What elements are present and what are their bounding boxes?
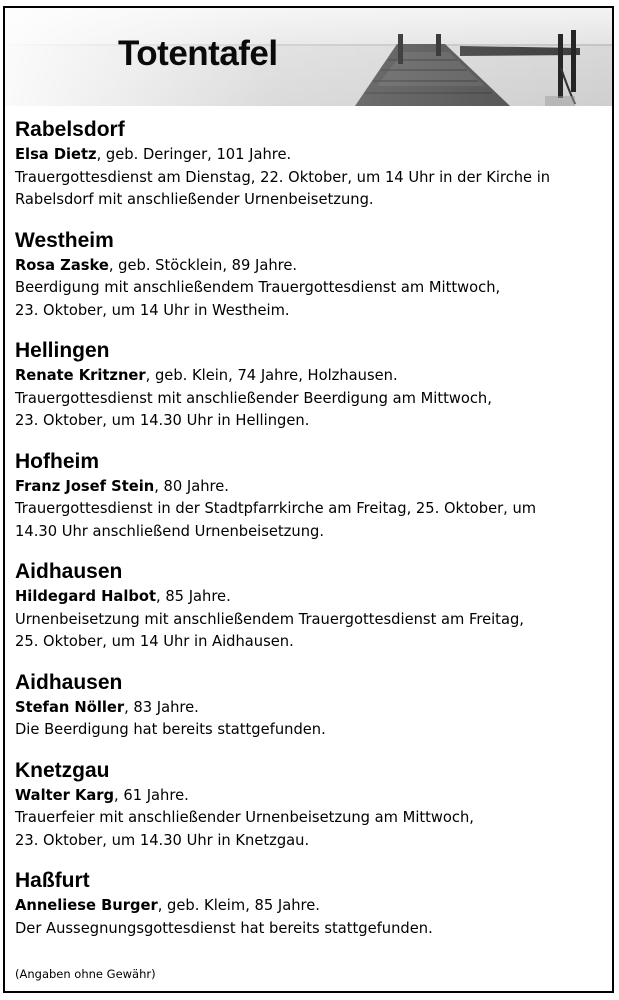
obituary-entry bbox=[15, 337, 610, 433]
service-info-line: 23. Oktober, um 14 Uhr in Westheim. bbox=[15, 301, 290, 319]
person-line bbox=[15, 476, 610, 499]
deceased-name: Stefan Nöller bbox=[15, 698, 125, 716]
obituary-entry bbox=[15, 448, 610, 544]
deceased-name: Walter Karg bbox=[15, 786, 115, 804]
deceased-details: , geb. Deringer, 101 Jahre. bbox=[96, 146, 292, 163]
deceased-name: Anneliese Burger bbox=[15, 897, 158, 914]
service-info-line: Der Aussegnungsgottesdienst hat bereits stattgefunden. bbox=[15, 919, 433, 937]
place-heading: Knetzgau bbox=[15, 758, 110, 782]
obituary-entry bbox=[15, 757, 610, 853]
person-line bbox=[15, 697, 610, 720]
person-line bbox=[15, 255, 610, 278]
service-info-line: 25. Oktober, um 14 Uhr in Aidhausen. bbox=[15, 633, 294, 650]
deceased-name: Franz Josef Stein bbox=[15, 477, 155, 495]
place-heading: Hellingen bbox=[15, 339, 110, 362]
deceased-details: , geb. Stöcklein, 89 Jahre. bbox=[108, 256, 298, 274]
deceased-name: Rosa Zaske bbox=[15, 256, 109, 274]
deceased-details: , geb. Klein, 74 Jahre, Holzhausen. bbox=[145, 367, 398, 384]
obituary-entry bbox=[15, 669, 610, 742]
obituary-list bbox=[15, 116, 610, 955]
person-line bbox=[15, 785, 610, 808]
deceased-name: Renate Kritzner bbox=[15, 367, 146, 384]
service-info-line: 14.30 Uhr anschließend Urnenbeisetzung. bbox=[15, 522, 325, 540]
service-info-line: Trauergottesdienst in der Stadtpfarrkirche am Freitag, 25. Oktober, um bbox=[15, 500, 537, 517]
service-info-line: Die Beerdigung hat bereits stattgefunden. bbox=[15, 721, 326, 738]
deceased-details: , 83 Jahre. bbox=[124, 698, 199, 716]
deceased-details: , 61 Jahre. bbox=[114, 786, 189, 804]
obituary-entry bbox=[15, 867, 610, 940]
deceased-details: , 80 Jahre. bbox=[154, 477, 229, 495]
disclaimer: (Angaben ohne Gewähr) bbox=[15, 967, 156, 981]
service-info-line: Trauergottesdienst mit anschließender Beerdigung am Mittwoch, bbox=[15, 389, 492, 407]
person-line bbox=[15, 365, 610, 388]
page-title: Totentafel bbox=[118, 34, 278, 73]
header-banner bbox=[5, 8, 612, 106]
place-heading: Rabelsdorf bbox=[15, 118, 125, 141]
place-heading: Westheim bbox=[15, 228, 114, 252]
place-heading: Aidhausen bbox=[15, 670, 123, 694]
service-info-line: 23. Oktober, um 14.30 Uhr in Hellingen. bbox=[15, 412, 310, 429]
place-heading: Haßfurt bbox=[15, 869, 90, 892]
service-info-line: Trauerfeier mit anschließender Urnenbeisetzung am Mittwoch, bbox=[15, 809, 474, 826]
obituary-board bbox=[3, 6, 614, 993]
place-heading: Hofheim bbox=[15, 449, 99, 473]
deceased-details: , geb. Kleim, 85 Jahre. bbox=[157, 897, 320, 914]
service-info-line: Beerdigung mit anschließendem Trauergottesdienst am Mittwoch, bbox=[15, 279, 501, 296]
person-line bbox=[15, 144, 610, 167]
service-info-line: Rabelsdorf mit anschließender Urnenbeisetzung. bbox=[15, 191, 374, 208]
deceased-name: Hildegard Halbot bbox=[15, 588, 156, 605]
person-line bbox=[15, 895, 610, 918]
service-info-line: 23. Oktober, um 14.30 Uhr in Knetzgau. bbox=[15, 831, 310, 849]
place-heading: Aidhausen bbox=[15, 560, 123, 583]
deceased-details: , 85 Jahre. bbox=[156, 588, 231, 605]
service-info-line: Trauergottesdienst am Dienstag, 22. Oktober, um 14 Uhr in der Kirche in bbox=[15, 168, 551, 186]
jetty-photo bbox=[5, 8, 612, 106]
service-info-line: Urnenbeisetzung mit anschließendem Trauergottesdienst am Freitag, bbox=[15, 610, 524, 628]
obituary-entry bbox=[15, 116, 610, 212]
deceased-name: Elsa Dietz bbox=[15, 146, 97, 163]
obituary-entry bbox=[15, 227, 610, 323]
obituary-entry bbox=[15, 558, 610, 654]
person-line bbox=[15, 586, 610, 609]
